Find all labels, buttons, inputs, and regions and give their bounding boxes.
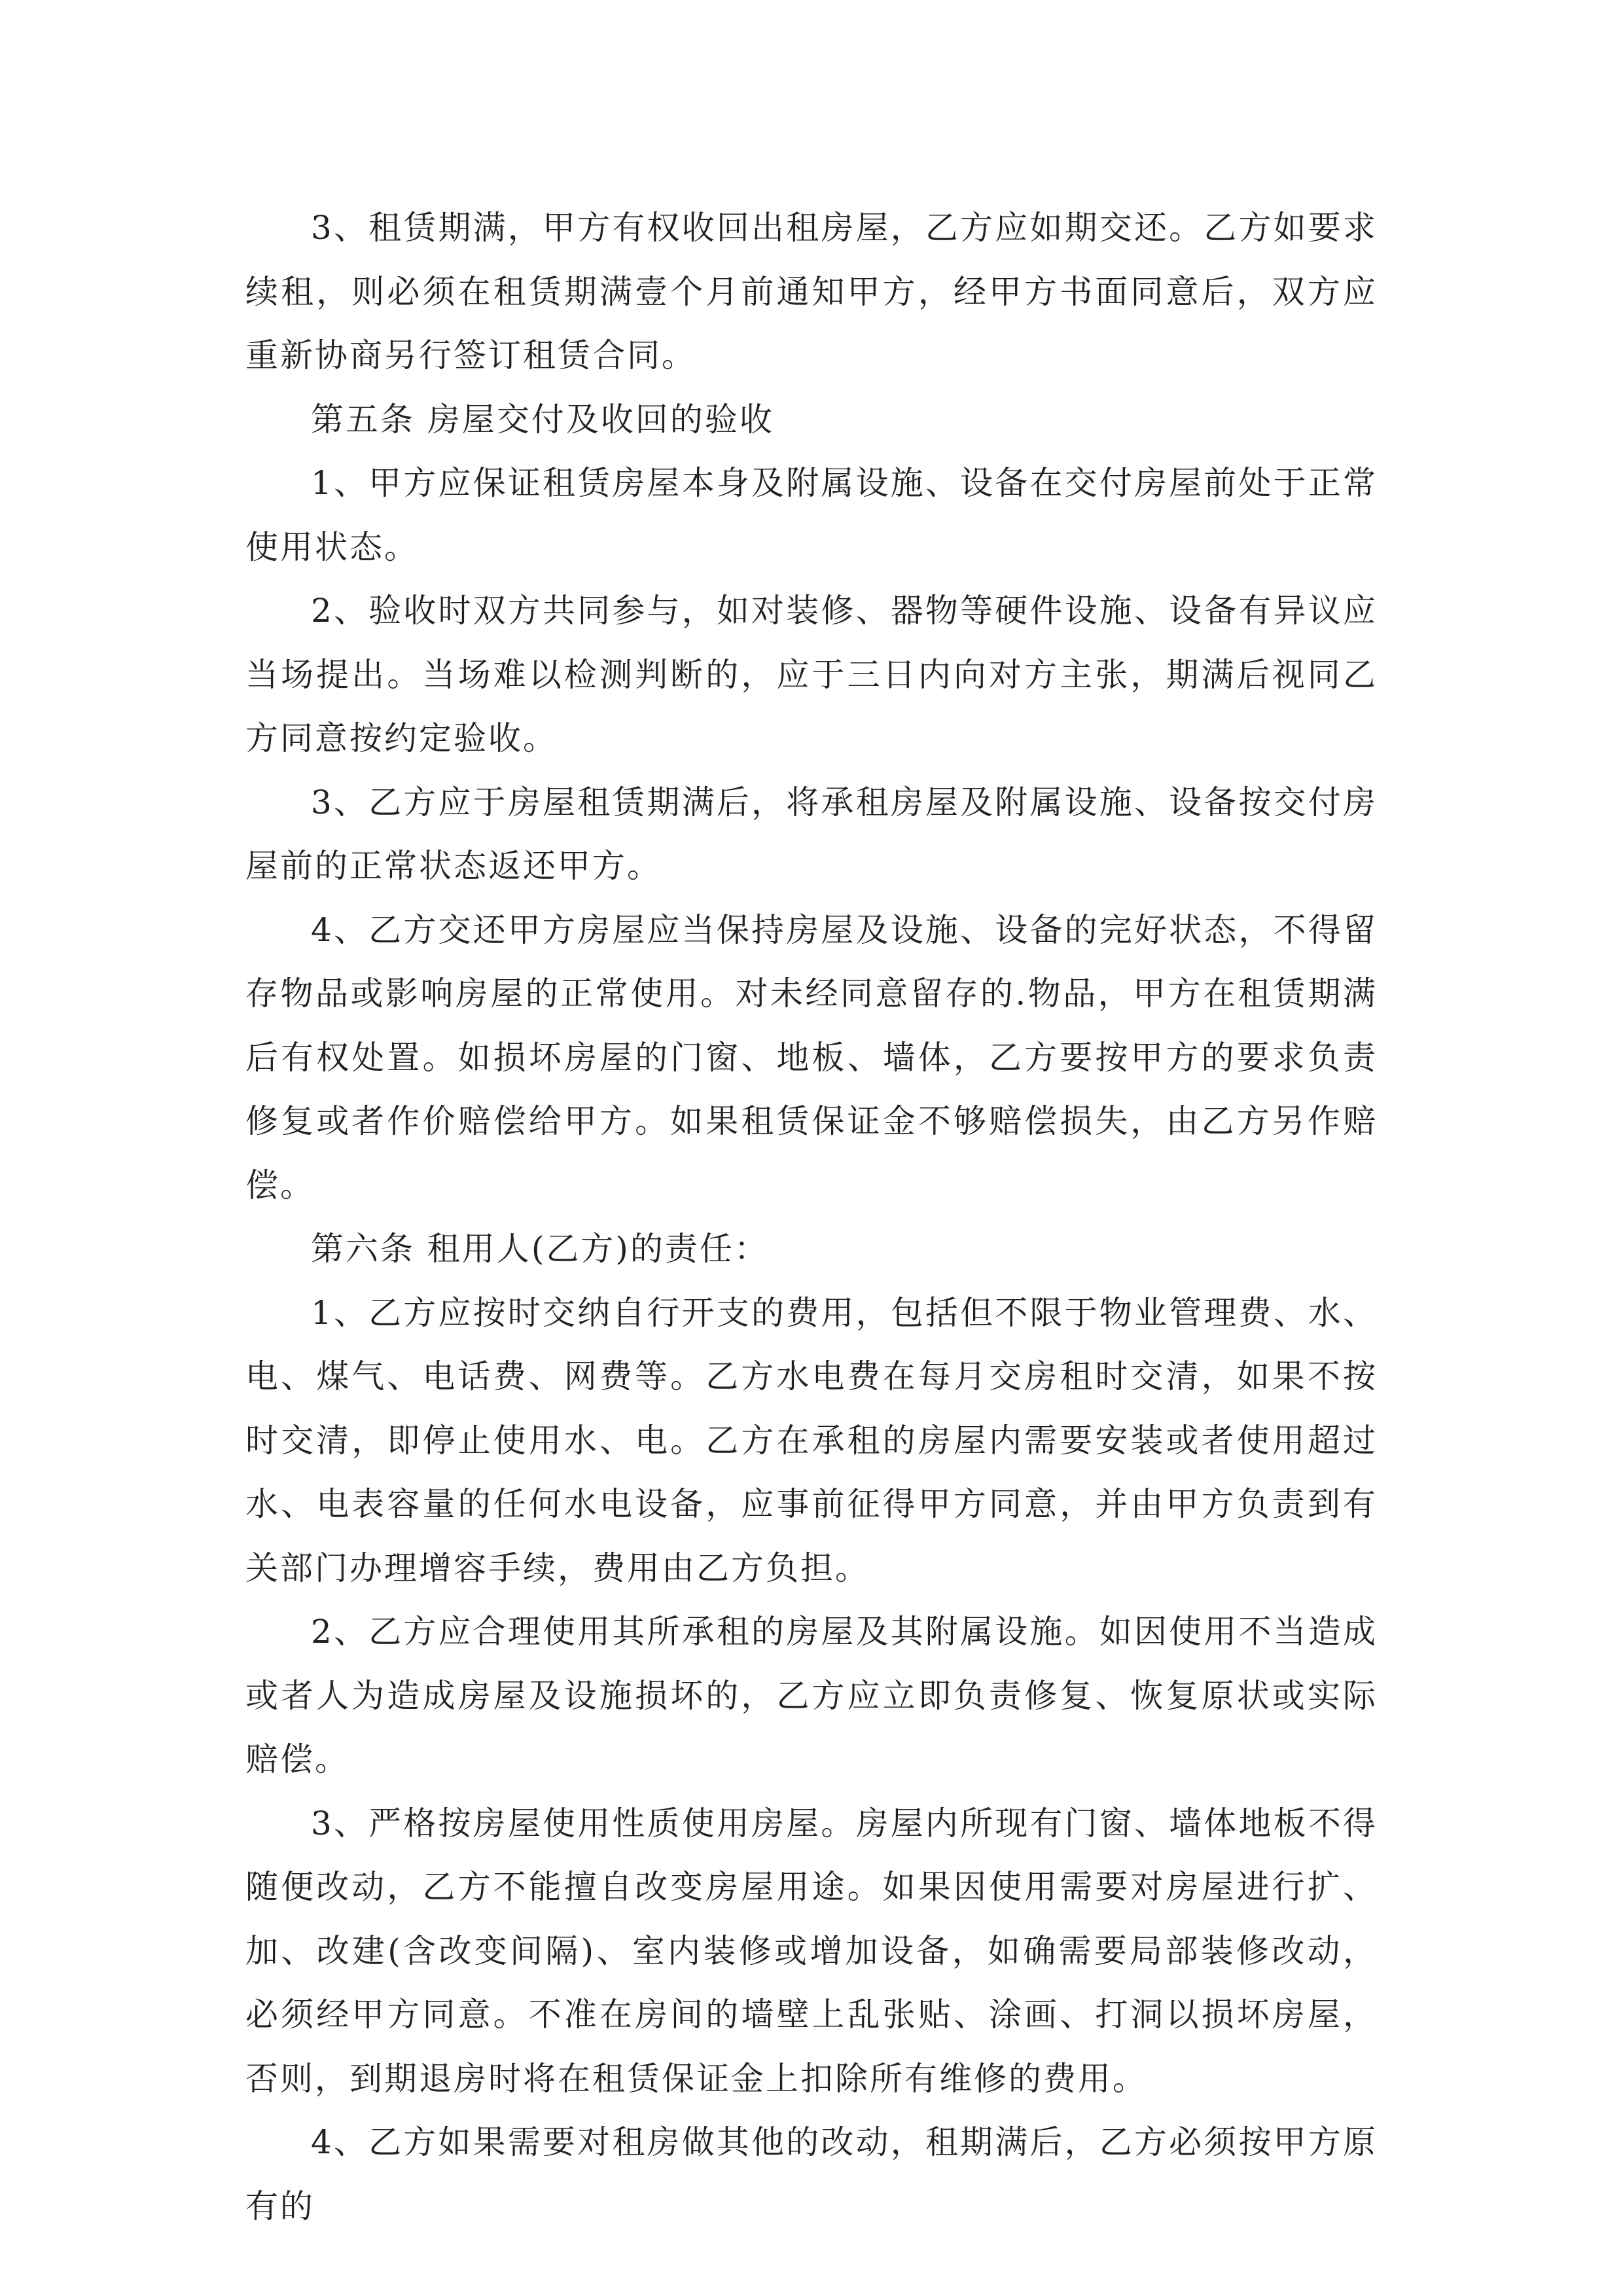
clause-paragraph: 2、乙方应合理使用其所承租的房屋及其附属设施。如因使用不当造成或者人为造成房屋及设施损坏的，乙方应立即负责修复、恢复原状或实际赔偿。 bbox=[245, 1613, 1378, 1778]
clause-paragraph: 1、乙方应按时交纳自行开支的费用，包括但不限于物业管理费、水、电、煤气、电话费、网费等。乙方水电费在每月交房租时交清，如果不按时交清，即停止使用水、电。乙方在承租的房屋内需要安装或者使用超过水、电表容量的任何水电设备，应事前征得甲方同意，并由甲方负责到有关部门办理增容手续，费用由乙方负担。 bbox=[245, 1293, 1378, 1587]
clause-paragraph: 3、租赁期满，甲方有权收回出租房屋，乙方应如期交还。乙方如要求续租，则必须在租赁期满壹个月前通知甲方，经甲方书面同意后，双方应重新协商另行签订租赁合同。 bbox=[245, 209, 1378, 374]
article-heading: 第六条 租用人(乙方)的责任： bbox=[311, 1230, 769, 1268]
clause-paragraph: 3、乙方应于房屋租赁期满后，将承租房屋及附属设施、设备按交付房屋前的正常状态返还甲方。 bbox=[245, 783, 1378, 885]
document-body bbox=[245, 196, 1378, 2238]
clause-paragraph: 4、乙方交还甲方房屋应当保持房屋及设施、设备的完好状态，不得留存物品或影响房屋的正常使用。对未经同意留存的.物品，甲方在租赁期满后有权处置。如损坏房屋的门窗、地板、墙体，乙方要按甲方的要求负责修复或者作价赔偿给甲方。如果租赁保证金不够赔偿损失，由乙方另作赔偿。 bbox=[245, 910, 1378, 1204]
clause-paragraph: 4、乙方如果需要对租房做其他的改动，租期满后，乙方必须按甲方原有的 bbox=[245, 2123, 1378, 2225]
clause-paragraph: 3、严格按房屋使用性质使用房屋。房屋内所现有门窗、墙体地板不得随便改动，乙方不能擅自改变房屋用途。如果因使用需要对房屋进行扩、加、改建(含改变间隔)、室内装修或增加设备，如确需要局部装修改动，必须经甲方同意。不准在房间的墙壁上乱张贴、涂画、打洞以损坏房屋，否则，到期退房时将在租赁保证金上扣除所有维修的费用。 bbox=[245, 1804, 1378, 2098]
article-heading: 第五条 房屋交付及收回的验收 bbox=[311, 400, 774, 439]
clause-paragraph: 2、验收时双方共同参与，如对装修、器物等硬件设施、设备有异议应当场提出。当场难以检测判断的，应于三日内向对方主张，期满后视同乙方同意按约定验收。 bbox=[245, 592, 1378, 757]
clause-paragraph: 1、甲方应保证租赁房屋本身及附属设施、设备在交付房屋前处于正常使用状态。 bbox=[245, 464, 1378, 566]
